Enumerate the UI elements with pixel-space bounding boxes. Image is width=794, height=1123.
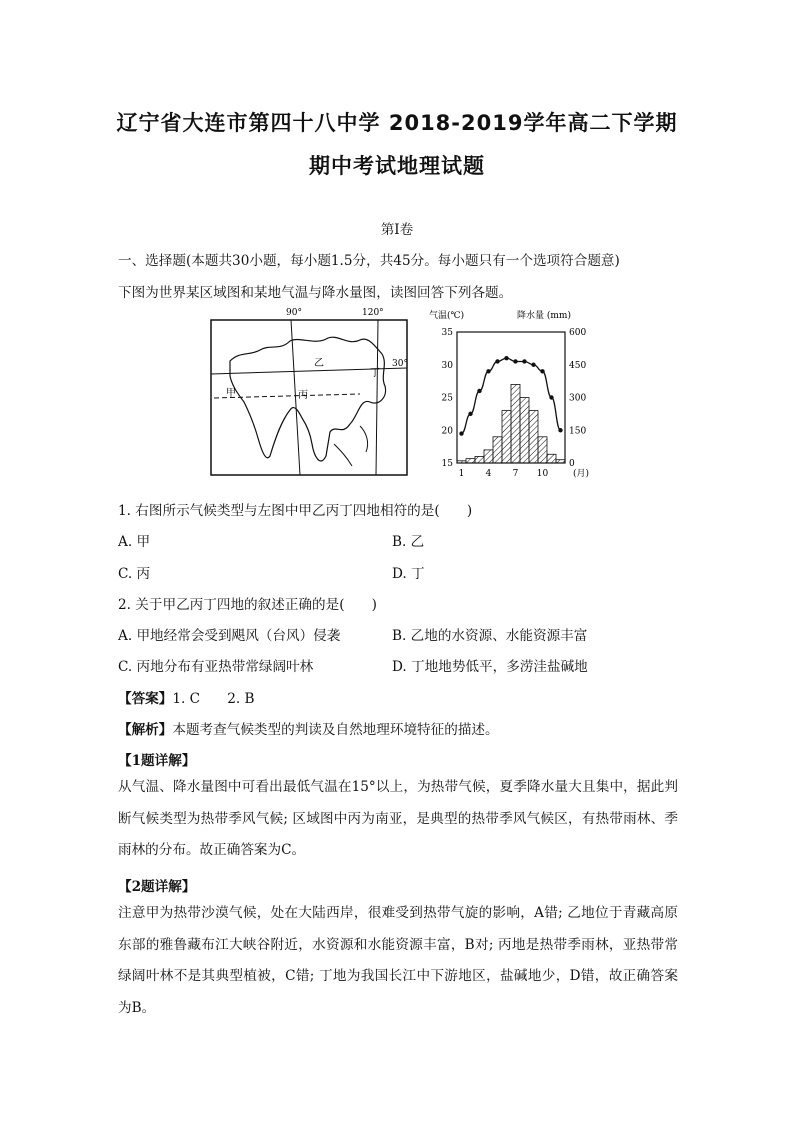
place-label-bing: 丙	[298, 390, 308, 401]
lat-label-30: 30°	[392, 359, 408, 369]
y-right-tick-label: 300	[569, 393, 587, 404]
section-heading: 一、选择题(本题共30小题，每小题1.5分，共45分。每小题只有一个选项符合题意)	[118, 253, 620, 269]
precip-bar-9	[529, 411, 538, 463]
analysis-line	[118, 718, 499, 738]
temp-point-5	[495, 359, 499, 363]
temp-point-10	[540, 369, 544, 373]
precip-bar-2	[466, 459, 475, 463]
q2-option-d: D. 丁地地势低平，多涝洼盐碱地	[392, 659, 588, 675]
precip-bar-12	[556, 460, 565, 463]
temp-point-3	[477, 389, 481, 393]
answer-label: 【答案】	[118, 691, 173, 707]
lon-label-120: 120°	[362, 308, 384, 318]
precip-bar-6	[502, 411, 511, 463]
temp-point-12	[558, 428, 562, 432]
temp-point-6	[504, 356, 508, 360]
q1-option-a: A. 甲	[118, 534, 151, 550]
x-unit-label: (月)	[573, 469, 590, 479]
y-right-tick-label: 0	[569, 459, 575, 469]
detail2-text: 注意甲为热带沙漠气候，处在大陆西岸，很难受到热带气旋的影响，A错; 乙地位于青藏高原东部的雅鲁藏布江大峡谷附近，水资源和水能资源丰富，B对; 丙地是热带季雨林，亚热带常绿阔叶林不是其典型植被，C错; 丁地为我国长江中下游地区，盐碱地少，D错，故正确答案为B。	[118, 905, 678, 1016]
precip-bar-1	[457, 461, 466, 463]
q1-stem: 1. 右图所示气候类型与左图中甲乙丙丁四地相符的是( )	[118, 503, 473, 519]
x-tick-label: 4	[485, 469, 492, 479]
x-tick-label: 7	[512, 469, 519, 479]
y-right-tick-label: 150	[569, 426, 587, 437]
temp-point-9	[531, 363, 535, 367]
q2-option-a: A. 甲地经常会受到飓风（台风）侵袭	[118, 628, 341, 644]
temp-point-8	[522, 359, 526, 363]
y-left-tick-label: 35	[441, 328, 453, 338]
chart-title-right: 降水量 (mm)	[517, 311, 571, 321]
title-line-2: 期中考试地理试题	[309, 154, 485, 178]
figure-intro: 下图为世界某区域图和某地气温与降水量图，读图回答下列各题。	[118, 285, 513, 301]
temp-point-4	[486, 369, 490, 373]
region-map	[210, 306, 410, 476]
x-tick-label: 1	[458, 469, 465, 479]
detail1-label: 【1题详解】	[118, 753, 196, 769]
y-left-tick-label: 15	[441, 459, 453, 469]
lon-label-90: 90°	[286, 308, 302, 318]
precip-bar-11	[547, 454, 556, 463]
answer-text: 1. C 2. B	[172, 691, 255, 707]
chart-title-left: 气温(℃)	[429, 311, 465, 321]
precip-bar-5	[493, 437, 502, 463]
temp-point-1	[459, 431, 463, 435]
title-line-1: 辽宁省大连市第四十八中学 2018-2019学年高二下学期	[116, 111, 678, 135]
y-right-tick-label: 600	[569, 328, 587, 338]
detail1-text: 从气温、降水量图中可看出最低气温在15°以上，为热带气候，夏季降水量大且集中，据此判断气候类型为热带季风气候; 区域图中丙为南亚，是典型的热带季风气候区，有热带雨林、季雨林的分布。故正确答案为C。	[118, 779, 678, 858]
q2-stem: 2. 关于甲乙丙丁四地的叙述正确的是( )	[118, 597, 377, 613]
q1-option-c: C. 丙	[118, 566, 151, 582]
temp-point-7	[513, 359, 517, 363]
place-label-jia: 甲	[226, 388, 236, 399]
precip-bar-10	[538, 437, 547, 463]
precip-bar-8	[520, 398, 529, 464]
climate-chart	[425, 306, 600, 486]
precip-bar-4	[484, 450, 493, 463]
volume-heading: 第Ⅰ卷	[380, 222, 414, 238]
analysis-text: 本题考查气候类型的判读及自然地理环境特征的描述。	[172, 722, 499, 738]
analysis-label: 【解析】	[118, 722, 173, 738]
q2-option-c: C. 丙地分布有亚热带常绿阔叶林	[118, 659, 314, 675]
place-label-ding: 丁	[370, 368, 380, 379]
q1-option-d: D. 丁	[392, 566, 425, 582]
q1-option-b: B. 乙	[392, 534, 425, 550]
y-left-tick-label: 30	[441, 360, 453, 371]
temp-point-11	[549, 395, 553, 399]
precip-bar-3	[475, 456, 484, 463]
y-left-tick-label: 25	[441, 393, 453, 404]
detail2-label: 【2题详解】	[118, 879, 196, 895]
precip-bar-7	[511, 384, 520, 463]
answer-line	[118, 687, 255, 707]
x-tick-label: 10	[536, 469, 549, 479]
y-right-tick-label: 450	[569, 360, 587, 371]
q2-option-b: B. 乙地的水资源、水能资源丰富	[392, 628, 588, 644]
place-label-yi: 乙	[314, 358, 324, 369]
y-left-tick-label: 20	[441, 426, 453, 437]
temp-point-2	[468, 412, 472, 416]
